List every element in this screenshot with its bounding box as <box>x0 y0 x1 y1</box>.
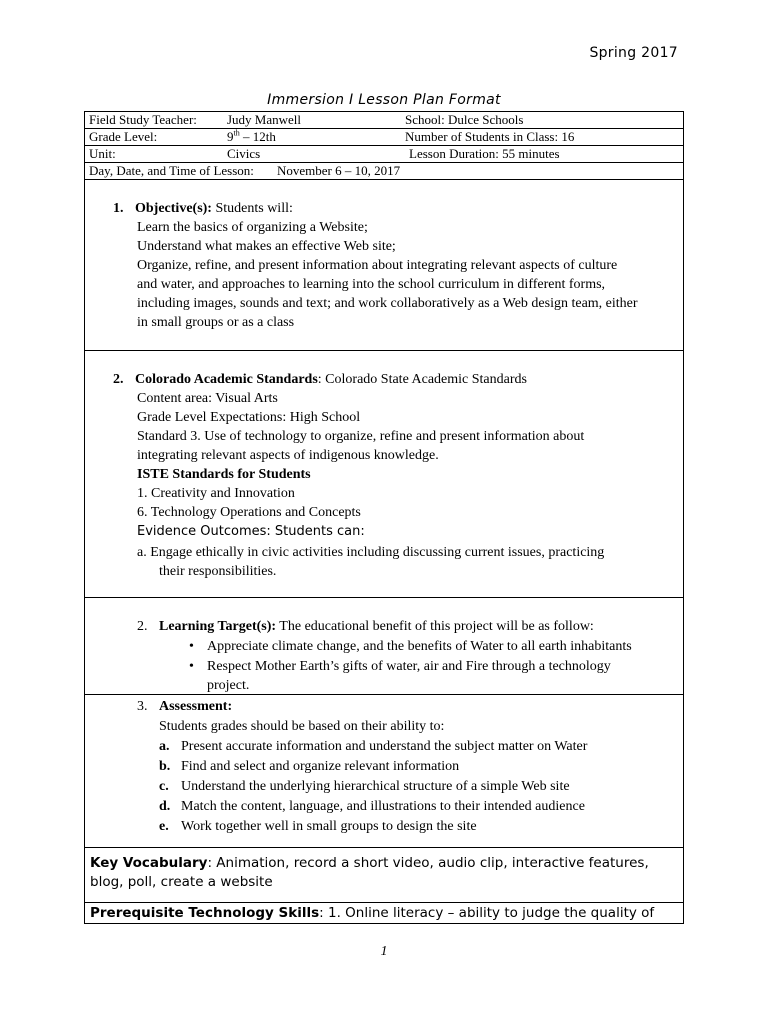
info-row-unit <box>85 146 683 163</box>
objective-line: and water, and approaches to learning into the school curriculum in different forms, <box>137 277 606 292</box>
objective-line: Organize, refine, and present information about integrating relevant aspects of culture <box>137 258 618 273</box>
vocabulary-text: : Animation, record a short video, audio clip, interactive features, <box>207 855 649 871</box>
standards-line: Content area: Visual Arts <box>137 391 278 406</box>
assessment-item: a. Present accurate information and understand the subject matter on Water <box>159 739 588 754</box>
vocabulary-section <box>85 848 683 903</box>
school-value: School: Dulce Schools <box>405 112 524 127</box>
duration-value: Lesson Duration: 55 minutes <box>409 146 560 161</box>
assessment-item: b. Find and select and organize relevant information <box>159 759 460 774</box>
unit-label: Unit: <box>89 146 116 161</box>
teacher-value: Judy Manwell <box>227 112 302 127</box>
assessment-section: 3. Assessment: Students grades should be based on their ability to: a. Present accurate information and understand the subject matter on Water b. Find and select and organize relevant information c. Understand the underlying hierarchical structure of a simple Web site d. Match the content, language, and illustrations to their intended audience e. Work together well in small groups to design the site <box>85 695 683 848</box>
lesson-plan-table <box>84 111 684 924</box>
vocabulary-text-cont: blog, poll, create a website <box>90 874 273 890</box>
info-row-day <box>85 163 683 180</box>
students-value: Number of Students in Class: 16 <box>405 129 575 144</box>
grade-value: 9th – 12th <box>227 128 276 144</box>
page-number: 1 <box>380 944 388 959</box>
prerequisite-section <box>85 903 683 923</box>
target-bullet: • Appreciate climate change, and the benefits of Water to all earth inhabitants <box>85 637 683 656</box>
objective-line: Understand what makes an effective Web site; <box>137 239 396 254</box>
assessment-item: c. Understand the underlying hierarchical structure of a simple Web site <box>159 779 570 794</box>
evidence-heading: Evidence Outcomes: Students can: <box>137 524 365 539</box>
iste-item: 6. Technology Operations and Concepts <box>137 505 361 520</box>
info-row-grade <box>85 129 683 146</box>
objective-line: including images, sounds and text; and work collaboratively as a Web design team, either <box>137 296 638 311</box>
objectives-section: 1. Objective(s): Students will: Learn the basics of organizing a Website; Understand what makes an effective Web site; Organize, refine, and present information about integrating relevant aspects of culture and water, and approaches to learning into the school curriculum in different forms, including images, sounds and text; and work collaboratively as a Web design team, either in small groups or as a class <box>85 180 683 351</box>
assessment-item: d. Match the content, language, and illustrations to their intended audience <box>159 799 585 814</box>
prerequisite-text: : 1. Online literacy – ability to judge the quality of <box>319 905 655 921</box>
standards-section: 2. Colorado Academic Standards: Colorado State Academic Standards Content area: Visual Arts Grade Level Expectations: High School Standard 3. Use of technology to organize, refine and present information about integrating relevant aspects of indigenous knowledge. ISTE Standards for Students 1. Creativity and Innovation 6. Technology Operations and Concepts Evidence Outcomes: Students can: a. Engage ethically in civic activities including discussing current issues, practicing their responsibilities. <box>85 351 683 598</box>
vocabulary-label: Key Vocabulary <box>90 855 208 871</box>
targets-heading: Learning Target(s): <box>159 619 277 634</box>
document-title: Immersion I Lesson Plan Format <box>267 92 501 108</box>
target-bullet: • Respect Mother Earth’s gifts of water, air and Fire through a technology <box>85 657 683 676</box>
prerequisite-label: Prerequisite Technology Skills <box>90 905 320 921</box>
assessment-intro: Students grades should be based on their ability to: <box>159 719 445 734</box>
term-label: Spring 2017 <box>589 45 678 61</box>
evidence-item-cont: their responsibilities. <box>159 564 277 579</box>
unit-value: Civics <box>227 146 261 161</box>
standards-heading: Colorado Academic Standards <box>135 372 318 387</box>
target-bullet-cont: project. <box>207 678 250 693</box>
iste-heading: ISTE Standards for Students <box>137 467 311 482</box>
day-label: Day, Date, and Time of Lesson: <box>89 163 254 178</box>
assessment-heading: Assessment: <box>159 699 233 714</box>
objective-line: in small groups or as a class <box>137 315 295 330</box>
targets-section: 2. Learning Target(s): The educational benefit of this project will be as follow: • Appreciate climate change, and the benefits of Water to all earth inhabitants • Respect Mother Earth’s gifts of water, air and Fire through a technology project. <box>85 598 683 695</box>
standards-line: integrating relevant aspects of indigenous knowledge. <box>137 448 439 463</box>
day-value: November 6 – 10, 2017 <box>277 163 401 178</box>
assessment-item: e. Work together well in small groups to design the site <box>159 819 477 834</box>
evidence-item: a. Engage ethically in civic activities including discussing current issues, practicing <box>137 545 605 560</box>
standards-line: Standard 3. Use of technology to organize, refine and present information about <box>137 429 585 444</box>
objective-line: Learn the basics of organizing a Website; <box>137 220 368 235</box>
info-row-teacher <box>85 112 683 129</box>
iste-item: 1. Creativity and Innovation <box>137 486 295 501</box>
objectives-heading: Objective(s): <box>135 201 212 216</box>
grade-label: Grade Level: <box>89 129 158 144</box>
teacher-label: Field Study Teacher: <box>89 112 197 127</box>
standards-line: Grade Level Expectations: High School <box>137 410 361 425</box>
